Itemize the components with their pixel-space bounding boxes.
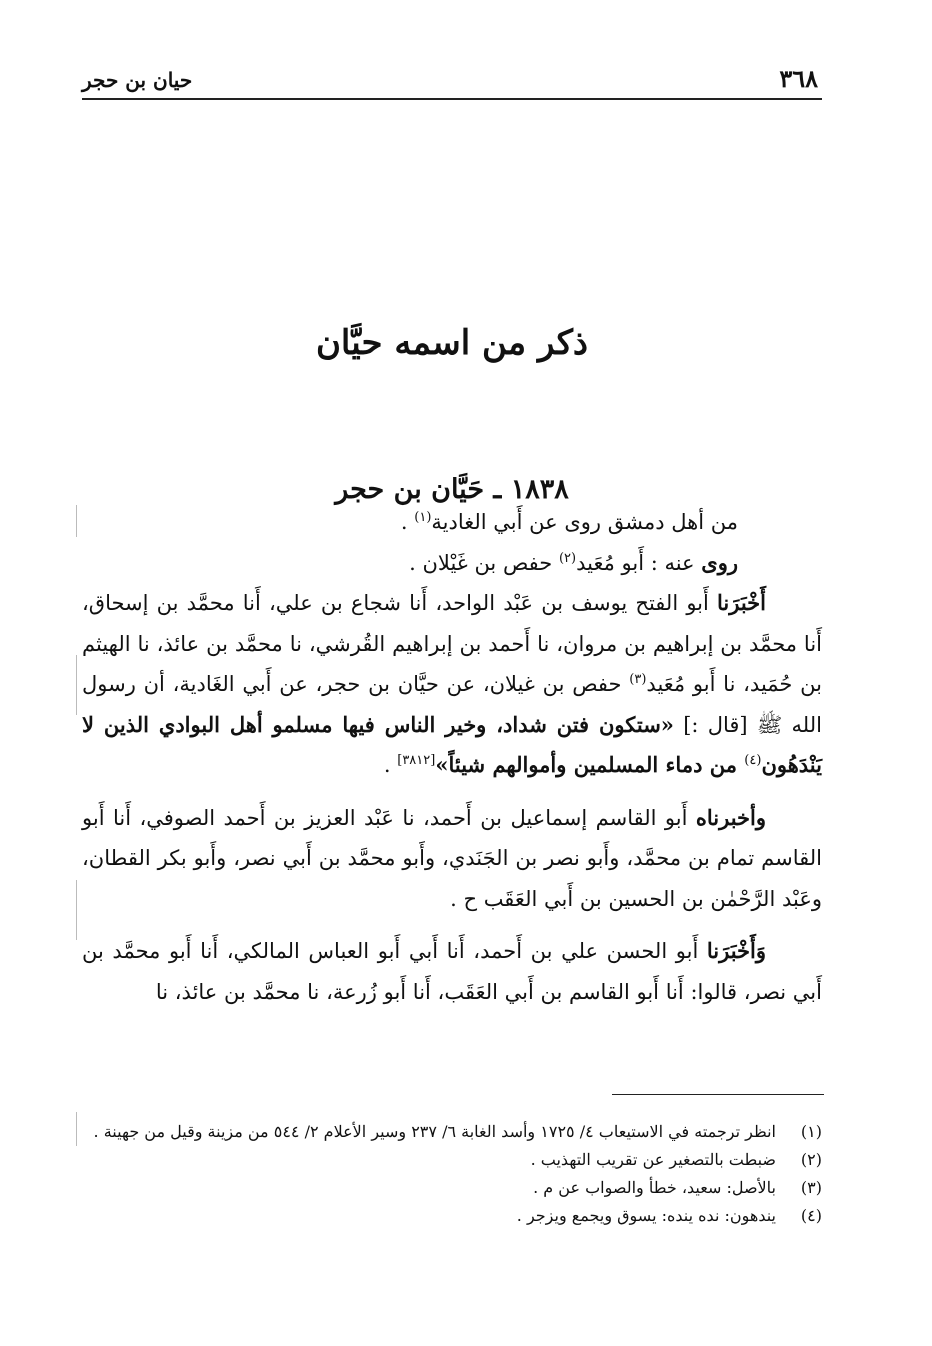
- scan-margin-line: [76, 1112, 77, 1146]
- footnote: [82, 1202, 822, 1230]
- entry-heading: ١٨٣٨ ـ حَيَّان بن حجر: [335, 474, 569, 506]
- footnote-ref: (٢): [558, 550, 577, 566]
- page-number: ٣٦٨: [779, 64, 818, 93]
- footnote-number: (٣): [800, 1178, 822, 1197]
- lead-word: وأخبرناه: [695, 804, 766, 830]
- footnote-separator: [612, 1094, 824, 1095]
- footnote-ref: (٣): [629, 672, 647, 687]
- scan-margin-line: [76, 655, 77, 715]
- section-title: ذكر من اسمه حيَّان: [315, 322, 589, 363]
- scan-margin-line: [76, 505, 77, 537]
- chain-paragraph-3: وَأَخْبَرَنا أَبو الحسن علي بن أَحمد، أَنا أَبي أَبو العباس المالكي، أَنا أَبو محمَّد بن أَبي نصر، قالوا: أَنا أَبو القاسم بن أَبي العَقَب، أَنا أَبو زُرعة، نا محمَّد بن عائذ، نا: [82, 938, 822, 1004]
- footnotes: [82, 1118, 822, 1230]
- footnote: [82, 1146, 822, 1174]
- footnote-ref: (٤): [744, 753, 762, 768]
- lead-word: روى: [701, 549, 738, 575]
- running-title: حيان بن حجر: [82, 68, 193, 92]
- footnote-number: (١): [800, 1122, 822, 1141]
- scan-margin-line: [76, 880, 77, 940]
- footnote-text: انظر ترجمته في الاستيعاب ٤/ ١٧٢٥ وأسد الغابة ٦/ ٢٣٧ وسير الأعلام ٢/ ٥٤٤ من مزينة وقيل من جهينة .: [93, 1122, 776, 1141]
- footnote: [82, 1118, 822, 1146]
- hadith-paragraph-1: أَخْبَرَنا أَبو الفتح يوسف بن عَبْد الواحد، أَنا شجاع بن علي، أَنا محمَّد بن إسحاق، أَنا محمَّد بن إبراهيم بن مروان، نا أَحمد بن إبراهيم القُرشي، نا محمَّد بن عائذ، نا الهيثم بن حُمَيد، نا أَبو مُعَيد$^{(٣)}$ حفص بن غيلان، عن حيَّان بن حجر، عن أَبي الغَادية، أن رسول الله ﷺ [قال :] «ستكون فتن شداد، وخير الناس فيها مسلمو أهل البوادي الذين لا يَنْدَهُون$^{(٤)}$ من دماء المسلمين وأموالهم شيئاً»[٣٨١٢] .: [82, 590, 822, 777]
- entry-intro: من أهل دمشق روى عن أَبي الغادية$^{(١)}$ .: [400, 510, 738, 534]
- hadith-reference-number: [٣٨١٢]: [397, 753, 436, 768]
- entry-body: [82, 502, 822, 1012]
- footnote: [82, 1174, 822, 1202]
- footnote-text: ضبطت بالتصغير عن تقريب التهذيب .: [530, 1150, 776, 1169]
- footnote-number: (٤): [800, 1206, 822, 1225]
- footnote-text: بالأصل: سعيد، خطأ والصواب عن م .: [533, 1178, 776, 1197]
- hadith-quote: «ستكون فتن شداد، وخير الناس فيها مسلمو أهل البوادي الذين لا يَنْدَهُون: [82, 711, 822, 777]
- running-header: [82, 64, 822, 100]
- lead-word: أَخْبَرَنا: [717, 590, 766, 615]
- hadith-quote-end: من دماء المسلمين وأموالهم شيئاً»: [435, 752, 745, 777]
- footnote-ref: (١): [414, 510, 432, 525]
- entry-narrators: روى عنه : أَبو مُعَيد$^{(٢)}$ حفص بن غَيْلان .: [409, 549, 738, 575]
- lead-word: وَأَخْبَرَنا: [706, 938, 766, 963]
- footnote-text: يندهون: نده ينده: يسوق ويجمع ويزجر .: [516, 1206, 776, 1225]
- footnote-number: (٢): [800, 1150, 822, 1169]
- chain-paragraph-2: وأخبرناه أَبو القاسم إسماعيل بن أَحمد، نا عَبْد العزيز بن أَحمد الصوفي، أَنا أَبو القاسم تمام بن محمَّد، وأَبو نصر بن الجَنَدي، وأَبو محمَّد بن أَبي نصر، وأَبو بكر القطان، وعَبْد الرَّحْمٰن بن الحسين بن أَبي العَقَب ح .: [82, 804, 822, 911]
